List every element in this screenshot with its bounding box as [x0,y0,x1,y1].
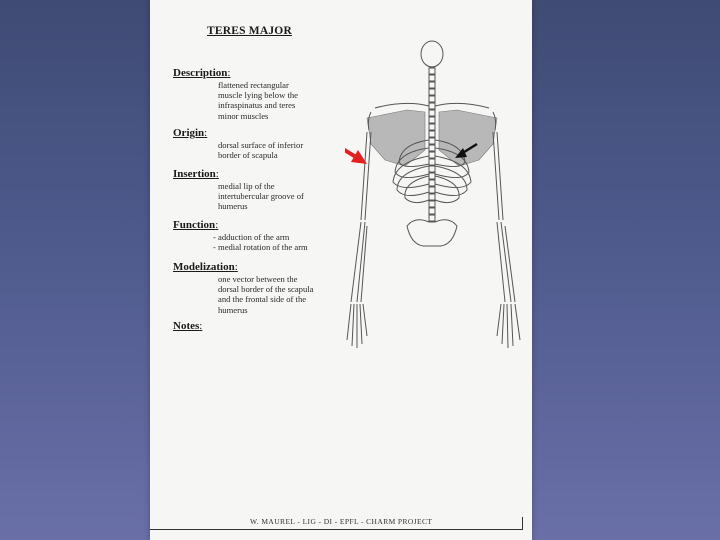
left-arm [347,112,371,348]
text-line: - medial rotation of the arm [213,242,308,253]
section-heading-modelization: Modelization: [173,261,238,273]
section-heading-notes: Notes: [173,320,203,332]
clavicle-left [375,103,429,108]
muscle-arrow [345,143,367,164]
section-heading-function: Function: [173,219,219,231]
page-title: TERES MAJOR [207,25,292,37]
text-line: dorsal surface of inferior [218,140,304,150]
footer-bar [150,517,523,530]
section-text-insertion [218,181,338,212]
pelvis [407,220,457,246]
text-line: humerus [218,201,248,212]
section-heading-insertion: Insertion: [173,168,219,180]
text-line: minor muscles [218,110,269,121]
text-line: flattened rectangular [218,80,289,90]
skeleton-illustration [345,40,525,380]
section-heading-description: Description: [173,67,231,79]
text-line: intertubercular groove of [218,191,304,202]
document-page [150,0,532,540]
section-text-origin [218,140,338,160]
section-text-description [218,80,338,121]
skull [421,41,443,67]
text-line: humerus [218,304,248,315]
shaded-scapula-right [439,110,497,166]
text-line: border of scapula [218,150,278,161]
text-line: one vector between the [218,274,298,284]
spine [429,68,435,221]
clavicle-right [435,103,489,108]
shaded-scapula-left [367,110,425,166]
text-line: and the frontal side of the [218,294,307,305]
section-heading-origin: Origin: [173,127,208,139]
right-arm [493,112,520,348]
text-line: medial lip of the [218,181,275,191]
section-text-modelization [218,274,338,315]
text-line: - adduction of the arm [213,232,290,242]
section-text-function [213,232,333,252]
footer-credit: W. MAUREL - LIG - DI - EPFL - CHARM PROJECT [250,517,433,526]
text-line: dorsal border of the scapula [218,284,314,295]
text-line: muscle lying below the [218,90,298,101]
text-line: infraspinatus and teres [218,100,296,111]
